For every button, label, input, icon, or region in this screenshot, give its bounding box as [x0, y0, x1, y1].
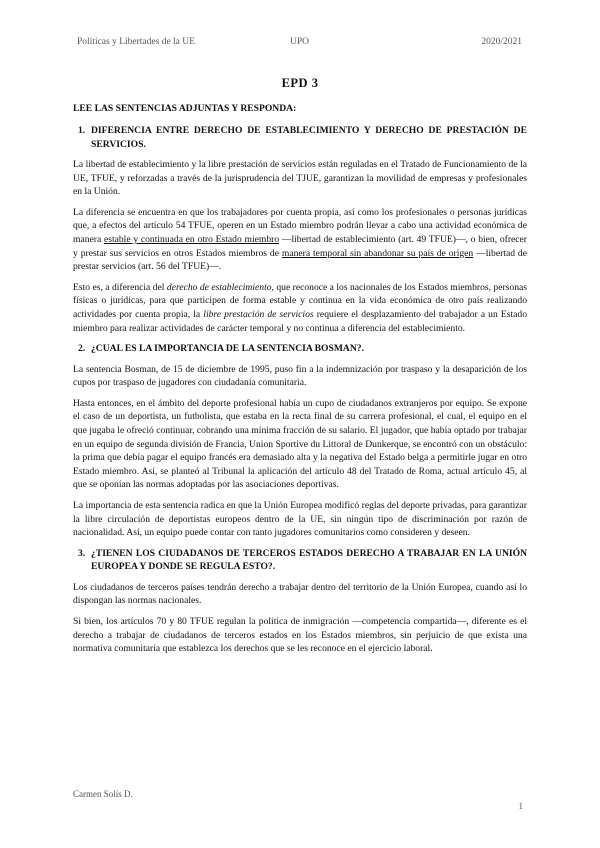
paragraph-1: La libertad de establecimiento y la libre prestación de servicios están reguladas en el Tratado de Funcionamiento de la UE, TFUE, y reforzadas a través de la jurisprudencia del TJUE, garantizan la movilidad de empresas y profesionales en la Unión.	[73, 159, 527, 198]
paragraph-7: Los ciudadanos de terceros países tendrán derecho a trabajar dentro del territorio de la Unión Europea, cuando así lo dispongan las normas nacionales.	[73, 581, 527, 607]
paragraph-2-text-b: —libertad de establecimiento (art. 49 TFUE)—, o bien, ofrecer y prestar sus servicios en otros Estados miembros de	[73, 233, 527, 259]
paragraph-2	[73, 206, 527, 274]
footer-author: Carmen Solís D.	[73, 789, 133, 799]
paragraph-6: La importancia de esta sentencia radica en que la Unión Europea modificó reglas del deporte privadas, para garantizar la libre circulación de deportistas europeos dentro de la UE, sin ningún tipo de discriminación por razón de nacionalidad. Así, un equipo puede contar con tanto jugadores comunitarios como consideren y deseen.	[73, 499, 527, 539]
paragraph-3	[73, 281, 527, 335]
question-2-number: 2.	[78, 343, 86, 355]
question-3-text: ¿TIENEN LOS CIUDADANOS DE TERCEROS ESTADOS DERECHO A TRABAJAR EN LA UNIÓN EUROPEA Y DONDE SE REGULA ESTO?.	[91, 547, 527, 573]
question-2-text: ¿CUAL ES LA IMPORTANCIA DE LA SENTENCIA BOSMAN?.	[91, 343, 364, 355]
document-body	[73, 76, 527, 663]
question-2	[73, 342, 527, 356]
page-header	[0, 37, 600, 51]
question-1-number: 1.	[78, 125, 86, 136]
question-3	[73, 547, 527, 574]
paragraph-3-italic-b: libre prestación de servicios	[203, 308, 314, 320]
paragraph-2-text-c: —libertad de prestar servicios (art. 56 del TFUE)—.	[73, 247, 527, 273]
question-1	[73, 124, 527, 151]
paragraph-3-text-c: requiere el desplazamiento del trabajador a un Estado miembro para realizar actividades de carácter temporal y no continua a diferencia del establecimiento.	[73, 308, 527, 334]
instructions: LEE LAS SENTENCIAS ADJUNTAS Y RESPONDA:	[73, 103, 297, 114]
document-title: EPD 3	[281, 76, 319, 90]
question-3-number: 3.	[78, 547, 86, 559]
paragraph-2-underline-a: estable y continuada en otro Estado miembro	[103, 233, 280, 245]
header-year: 2020/2021	[481, 37, 522, 47]
page-number: 1	[518, 801, 523, 811]
paragraph-8: Si bien, los artículos 70 y 80 TFUE regulan la política de inmigración —competencia compartida—, diferente es el derecho a trabajar de ciudadanos de terceros estados en los Estados miembros, sin perjuicio de que exista una normativa comunitaria que establezca los derechos que se les reconoce en el ejercicio laboral.	[73, 615, 527, 655]
paragraph-3-text-b: , que reconoce a los nacionales de los Estados miembros, personas físicas o jurídicas, para que participen de forma estable y continua en la vida económica de otro país realizando actividades por cuenta propia, la	[73, 281, 528, 320]
paragraph-2-underline-b: manera temporal sin abandonar su país de origen	[281, 247, 474, 259]
question-1-text: DIFERENCIA ENTRE DERECHO DE ESTABLECIMIENTO Y DERECHO DE PRESTACIÓN DE SERVICIOS.	[91, 125, 527, 150]
header-course: Políticas y Libertades de la UE	[77, 37, 195, 47]
paragraph-2-text-a: La diferencia se encuentra en que los trabajadores por cuenta propia, así como los profesionales o personas jurídicas que, a efectos del artículo 54 TFUE, operen en un Estado miembro podrán llevar a cabo una actividad económica de manera	[73, 206, 527, 245]
paragraph-3-italic-a: derecho de establecimiento	[166, 281, 272, 293]
paragraph-3-text-a: Esto es, a diferencia del	[73, 281, 167, 293]
header-university: UPO	[290, 37, 310, 47]
paragraph-5: Hasta entonces, en el ámbito del deporte profesional había un cupo de ciudadanos extranjeros por equipo. Se expone el caso de un deportista, un futbolista, que estaba en la recta final de su carrera profesional, el cual, el equipo en el que jugaba le ofreció continuar, cobrando una mínima fracción de su salario. El jugador, que había optado por trabajar en un equipo de segunda división de Francia, Union Sportive du Littoral de Dunkerque, se encontró con un obstáculo: la prima que debía pagar el equipo francés era demasiado alta y la negativa del Estado belga a permitirle jugar en otro Estado miembro. Así, se planteó al Tribunal la aplicación del artículo 48 del Tratado de Roma, actual artículo 45, al que se oponían las normas adoptadas por las asociaciones deportivas.	[73, 397, 527, 491]
paragraph-4: La sentencia Bosman, de 15 de diciembre de 1995, puso fin a la indemnización por traspaso y la desaparición de los cupos por traspaso de jugadores con ciudadanía comunitaria.	[73, 363, 527, 389]
